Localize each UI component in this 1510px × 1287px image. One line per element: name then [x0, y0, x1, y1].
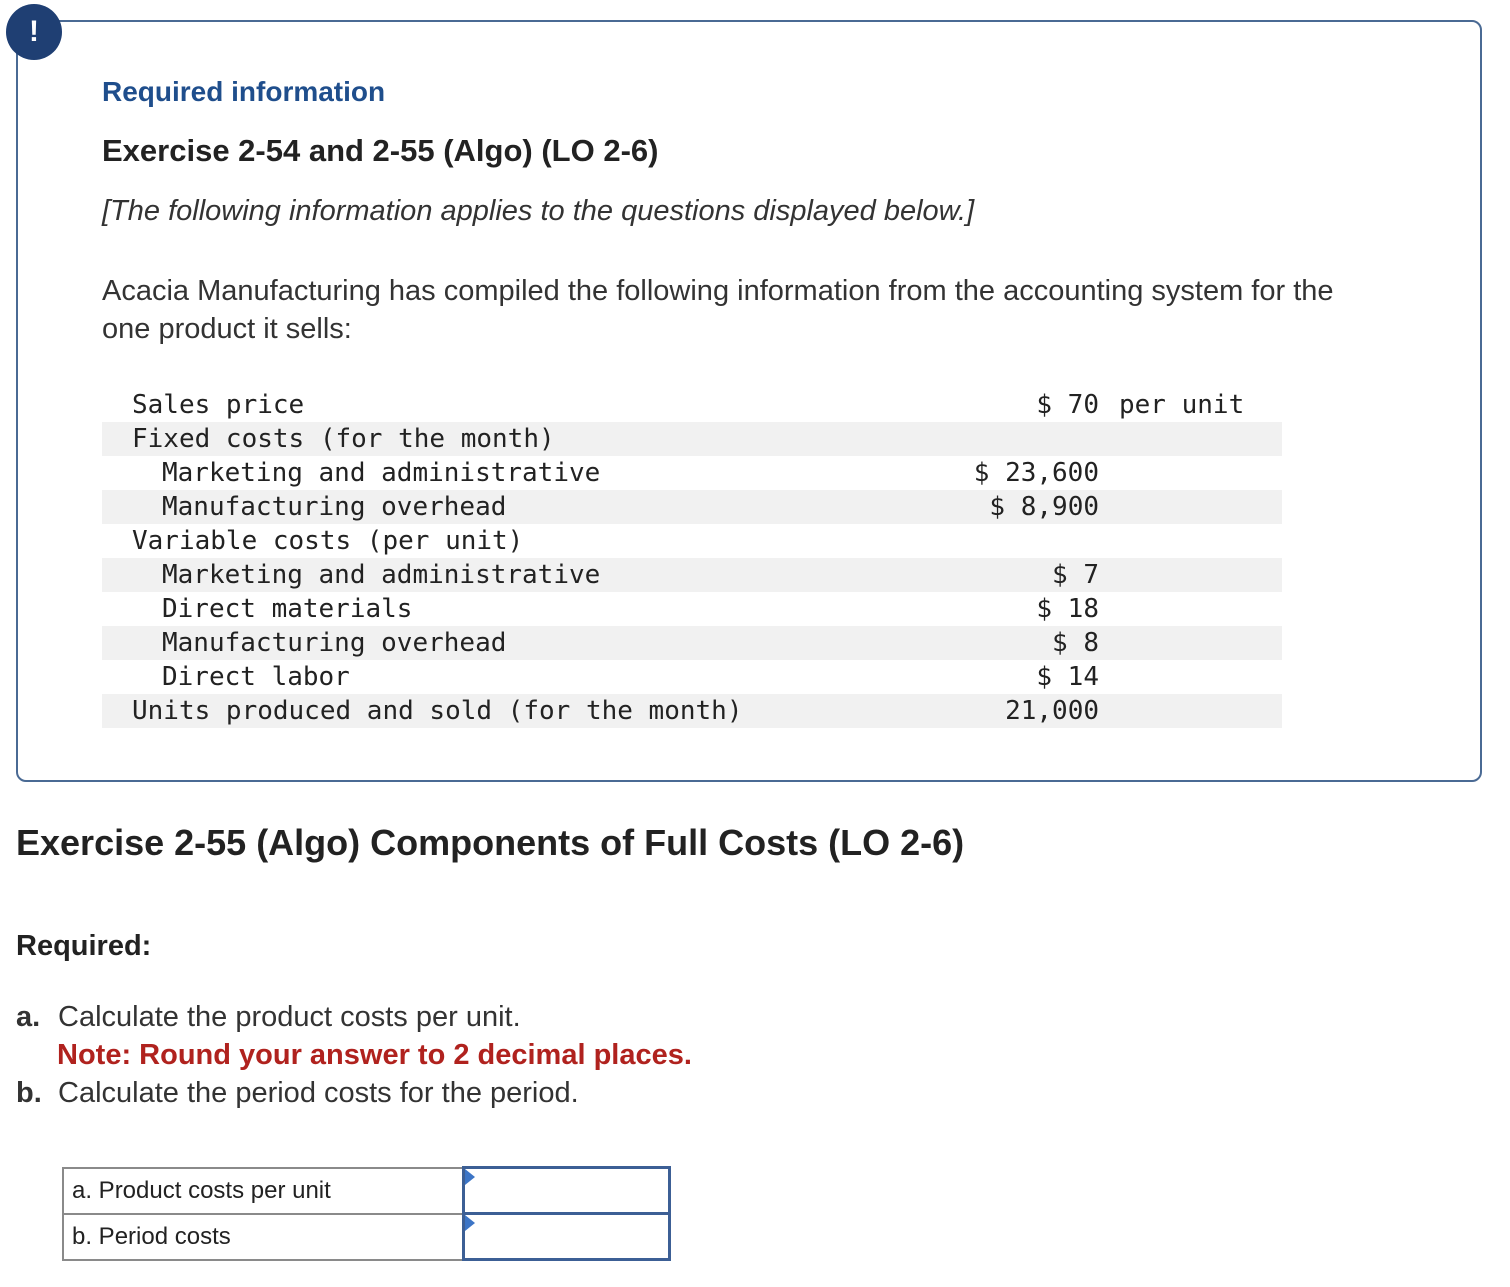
question-text: Calculate the product costs per unit.	[58, 1001, 521, 1033]
corner-marker-icon	[465, 1215, 475, 1231]
alert-icon: !	[6, 4, 62, 60]
question-text: Calculate the period costs for the period.	[58, 1077, 579, 1109]
row-value: $ 7	[1052, 560, 1099, 590]
product-costs-cell	[463, 1168, 670, 1214]
table-row	[102, 422, 1282, 456]
row-value: $ 8,900	[989, 492, 1099, 522]
period-costs-cell	[463, 1214, 670, 1260]
row-label: Fixed costs (for the month)	[132, 424, 555, 454]
row-label: Marketing and administrative	[162, 560, 601, 590]
question-letter: a.	[16, 1001, 41, 1033]
row-label: Units produced and sold (for the month)	[132, 696, 743, 726]
row-value: $ 8	[1052, 628, 1099, 658]
rounding-note: Note: Round your answer to 2 decimal places.	[57, 1039, 692, 1071]
required-information-heading: Required information	[102, 76, 386, 107]
row-label: Direct materials	[162, 594, 413, 624]
answer-row	[63, 1168, 670, 1214]
corner-marker-icon	[465, 1169, 475, 1185]
answer-row	[63, 1214, 670, 1260]
row-label: Manufacturing overhead	[162, 492, 507, 522]
row-value: $ 14	[1036, 662, 1099, 692]
period-costs-input[interactable]	[465, 1215, 669, 1258]
required-label: Required:	[16, 930, 152, 962]
row-value: 21,000	[1005, 696, 1099, 726]
answer-label: a. Product costs per unit	[63, 1168, 463, 1214]
product-costs-input[interactable]	[465, 1169, 669, 1212]
row-unit: per unit	[1119, 390, 1245, 420]
row-value: $ 23,600	[973, 458, 1099, 488]
exercise-group-title: Exercise 2-54 and 2-55 (Algo) (LO 2-6)	[102, 133, 659, 168]
row-value: $ 18	[1036, 594, 1099, 624]
table-row	[102, 524, 1282, 558]
exercise-title: Exercise 2-55 (Algo) Components of Full Costs (LO 2-6)	[16, 822, 965, 863]
row-label: Marketing and administrative	[162, 458, 601, 488]
table-row	[102, 558, 1282, 592]
table-row	[102, 660, 1282, 694]
table-row	[102, 388, 1282, 422]
applies-note: [The following information applies to the questions displayed below.]	[102, 195, 975, 227]
table-row	[102, 490, 1282, 524]
row-label: Sales price	[132, 390, 305, 420]
table-row	[102, 694, 1282, 728]
intro-paragraph: Acacia Manufacturing has compiled the following information from the accounting system for the one product it sells:	[102, 275, 1334, 345]
row-label: Manufacturing overhead	[162, 628, 507, 658]
table-row	[102, 592, 1282, 626]
row-label: Direct labor	[162, 662, 350, 692]
row-label: Variable costs (per unit)	[132, 526, 524, 556]
row-value: $ 70	[1036, 390, 1099, 420]
answer-label: b. Period costs	[63, 1214, 463, 1260]
cost-data-table	[102, 388, 1282, 728]
table-row	[102, 626, 1282, 660]
table-row	[102, 456, 1282, 490]
answer-table	[62, 1166, 671, 1261]
question-letter: b.	[16, 1077, 42, 1109]
